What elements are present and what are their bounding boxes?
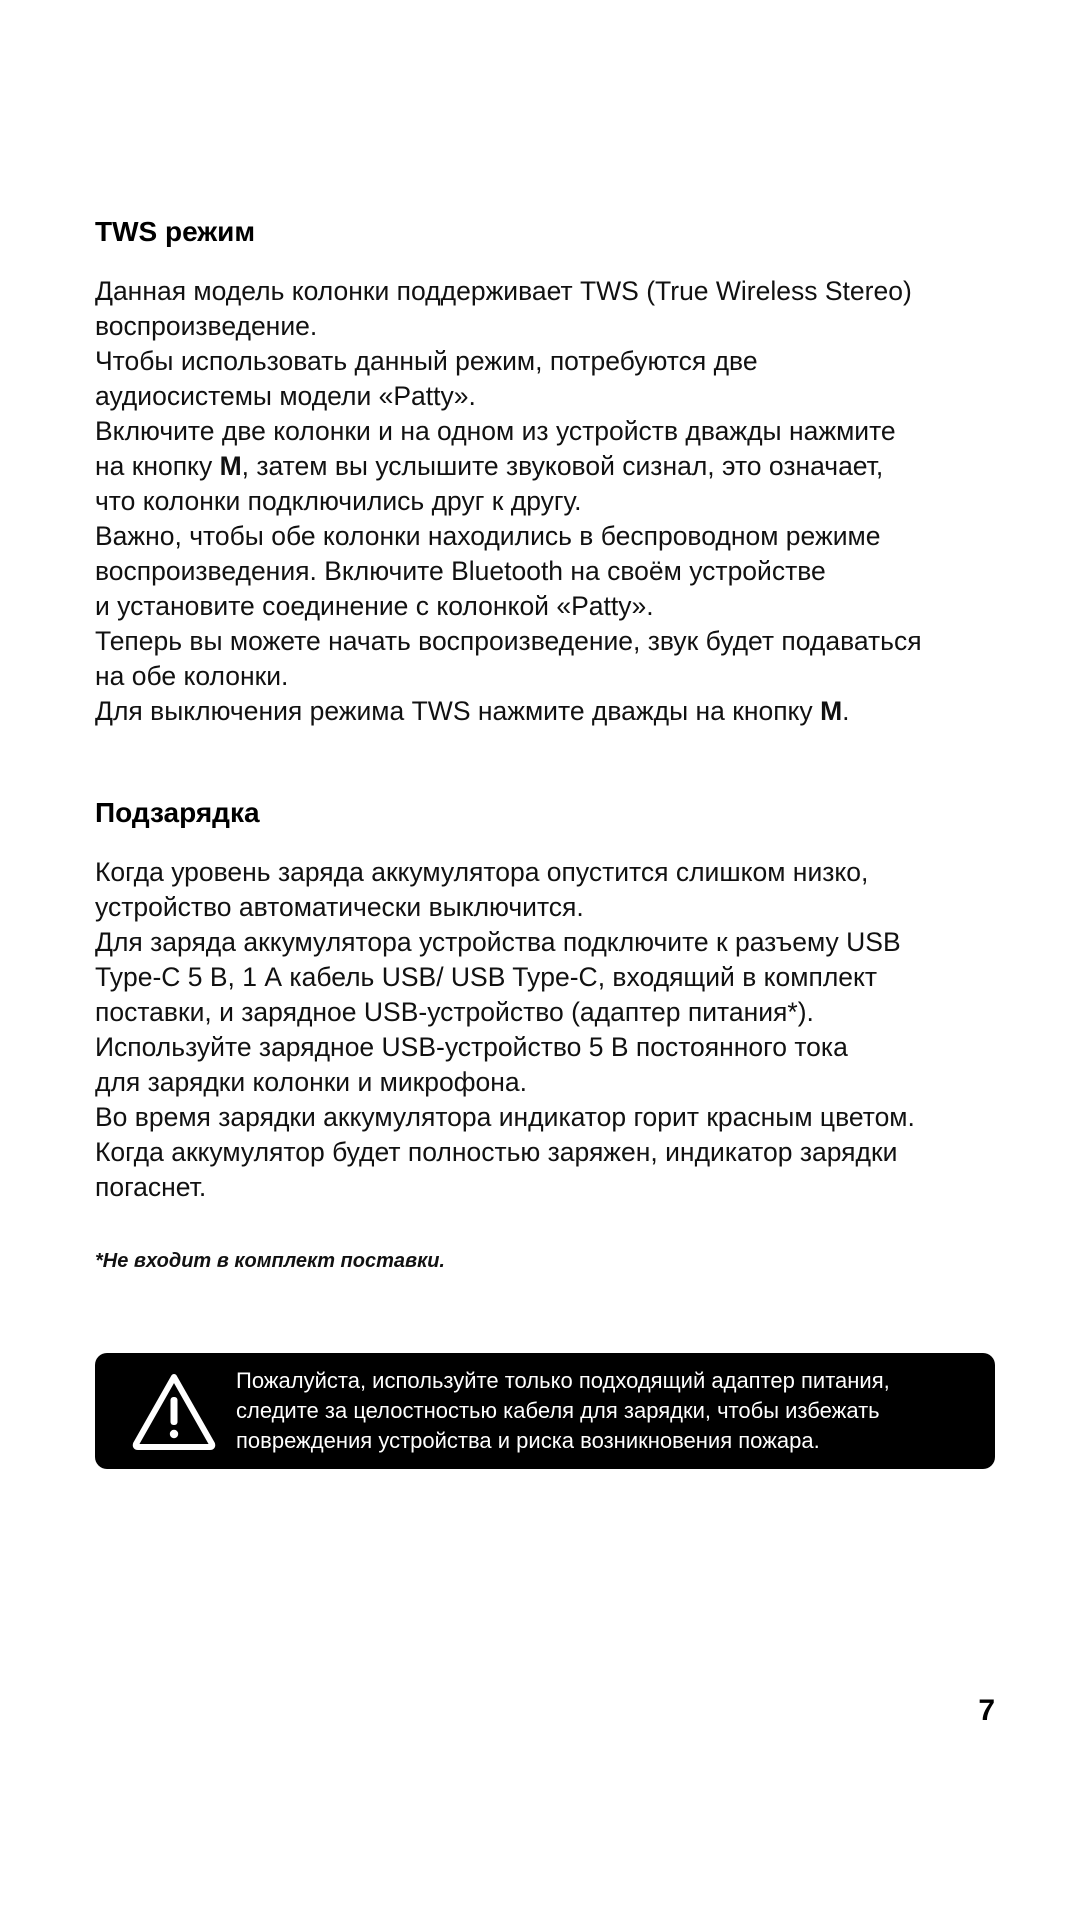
charging-line: Когда уровень заряда аккумулятора опустится слишком низко,	[95, 857, 869, 887]
warning-triangle-icon	[131, 1371, 217, 1451]
tws-line: Теперь вы можете начать воспроизведение, звук будет подаваться	[95, 626, 922, 656]
button-m-label: М	[219, 451, 242, 481]
tws-line: и установите соединение с колонкой «Patty».	[95, 591, 654, 621]
tws-line: Чтобы использовать данный режим, потребуются две	[95, 346, 758, 376]
tws-line: Важно, чтобы обе колонки находились в беспроводном режиме	[95, 521, 881, 551]
tws-line: аудиосистемы модели «Patty».	[95, 381, 476, 411]
button-m-label: М	[820, 696, 843, 726]
charging-line: Во время зарядки аккумулятора индикатор горит красным цветом.	[95, 1102, 915, 1132]
warning-line: следите за целостностью кабеля для зарядки, чтобы избежать	[236, 1398, 880, 1423]
charging-heading: Подзарядка	[95, 797, 260, 828]
charging-line: погаснет.	[95, 1172, 207, 1202]
tws-line	[95, 694, 1000, 729]
tws-line: Данная модель колонки поддерживает TWS (True Wireless Stereo)	[95, 276, 912, 306]
tws-line: Включите две колонки и на одном из устройств дважды нажмите	[95, 416, 896, 446]
tws-line: воспроизведения. Включите Bluetooth на своём устройстве	[95, 556, 826, 586]
tws-line: что колонки подключились друг к другу.	[95, 486, 582, 516]
warning-box	[95, 1353, 995, 1469]
charging-line: устройство автоматически выключится.	[95, 892, 584, 922]
tws-line	[95, 449, 1000, 484]
tws-text: Для выключения режима TWS нажмите дважды на кнопку	[95, 696, 821, 726]
tws-heading: TWS режим	[95, 216, 256, 247]
warning-line: повреждения устройства и риска возникновения пожара.	[236, 1428, 820, 1453]
charging-section	[95, 793, 1000, 1205]
tws-section	[95, 212, 1000, 729]
charging-line: для зарядки колонки и микрофона.	[95, 1067, 528, 1097]
warning-text	[236, 1366, 976, 1456]
tws-body	[95, 274, 1000, 729]
charging-body	[95, 855, 1000, 1205]
charging-line: Когда аккумулятор будет полностью заряжен, индикатор зарядки	[95, 1137, 898, 1167]
charging-line: Для заряда аккумулятора устройства подключите к разъему USB	[95, 927, 901, 957]
charging-line: поставки, и зарядное USB-устройство (адаптер питания*).	[95, 997, 814, 1027]
tws-line: воспроизведение.	[95, 311, 318, 341]
page-content	[95, 212, 1000, 1275]
tws-text: на кнопку	[95, 451, 220, 481]
tws-line: на обе колонки.	[95, 661, 289, 691]
warning-line: Пожалуйста, используйте только подходящий адаптер питания,	[236, 1368, 890, 1393]
charging-line: Type-C 5 В, 1 А кабель USB/ USB Type-C, входящий в комплект	[95, 962, 878, 992]
page-number: 7	[978, 1694, 995, 1727]
charging-line: Используйте зарядное USB-устройство 5 В постоянного тока	[95, 1032, 848, 1062]
footnote: *Не входит в комплект поставки.	[95, 1250, 445, 1272]
tws-text: , затем вы услышите звуковой сизнал, это означает,	[241, 451, 884, 481]
tws-text: .	[842, 696, 850, 726]
